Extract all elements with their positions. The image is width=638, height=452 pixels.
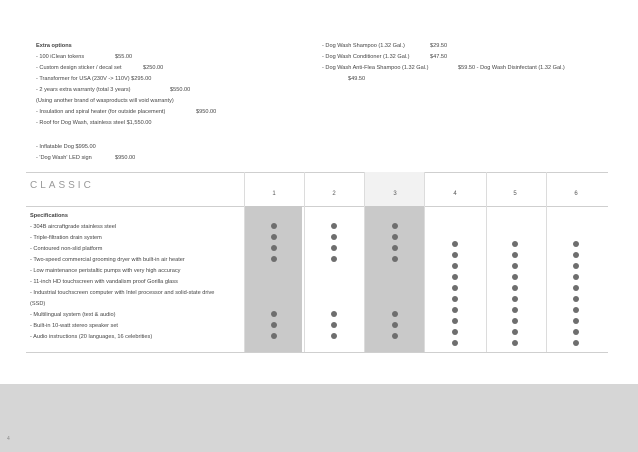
column-divider xyxy=(424,172,425,352)
availability-dot xyxy=(392,256,398,262)
column-header-5: 5 xyxy=(513,191,517,197)
table-bottom-rule xyxy=(26,352,608,353)
specs-title: Specifications xyxy=(30,213,68,219)
header-shade-3 xyxy=(364,172,424,206)
availability-dot xyxy=(331,223,337,229)
spec-row: (SSD) xyxy=(30,301,46,307)
extras-right-price: $29.50 xyxy=(430,43,448,49)
column-header-6: 6 xyxy=(574,191,578,197)
availability-dot xyxy=(331,311,337,317)
table-top-rule xyxy=(26,172,608,173)
availability-dot xyxy=(271,256,277,262)
availability-dot xyxy=(452,263,458,269)
extras-item-label: - Insulation and spiral heater (for outside placement) xyxy=(36,109,166,115)
spec-row: - Triple-filtration drain system xyxy=(30,235,102,241)
availability-dot xyxy=(331,322,337,328)
availability-dot xyxy=(573,274,579,280)
availability-dot xyxy=(573,285,579,291)
availability-dot xyxy=(452,296,458,302)
availability-dot xyxy=(573,252,579,258)
availability-dot xyxy=(392,333,398,339)
extras-item-label: - Custom design sticker / decal set xyxy=(36,65,122,71)
extras-item-label: - 'Dog Wash' LED sign xyxy=(36,155,92,161)
column-divider xyxy=(304,172,305,352)
availability-dot xyxy=(452,329,458,335)
availability-dot xyxy=(271,311,277,317)
extras-right-price: $49.50 xyxy=(348,76,366,82)
extras-right-label: - Dog Wash Shampoo (1.32 Gal.) xyxy=(322,43,405,49)
page-number: 4 xyxy=(7,436,10,442)
availability-dot xyxy=(512,340,518,346)
table-title: CLASSIC xyxy=(30,180,94,191)
spec-row: - 304B aircraftgrade stainless steel xyxy=(30,224,117,230)
header-bottom-rule xyxy=(26,206,608,207)
extras-item-price: $550.00 xyxy=(170,87,191,93)
extras-item-price: $55.00 xyxy=(115,54,133,60)
spec-row: - Low maintenance peristaltic pumps with very high accuracy xyxy=(30,268,181,274)
availability-dot xyxy=(452,252,458,258)
availability-dot xyxy=(512,252,518,258)
column-header-2: 2 xyxy=(332,191,336,197)
availability-dot xyxy=(573,296,579,302)
column-divider xyxy=(486,172,487,352)
availability-dot xyxy=(271,333,277,339)
column-divider xyxy=(244,172,245,352)
extras-right-label: - Dog Wash Conditioner (1.32 Gal.) xyxy=(322,54,410,60)
availability-dot xyxy=(331,234,337,240)
extras-item-label: - 2 years extra warranty (total 3 years) xyxy=(36,87,131,93)
footer-band xyxy=(0,384,638,452)
extras-right-price: $47.50 xyxy=(430,54,448,60)
column-header-1: 1 xyxy=(272,191,276,197)
availability-dot xyxy=(271,322,277,328)
extras-item-label: - Inflatable Dog $995.00 xyxy=(36,144,96,150)
availability-dot xyxy=(452,285,458,291)
extras-item-price: $950.00 xyxy=(196,109,217,115)
availability-dot xyxy=(512,285,518,291)
availability-dot xyxy=(452,307,458,313)
extras-right-label: - Dog Wash Anti-Flea Shampoo (1.32 Gal.) xyxy=(322,65,429,71)
availability-dot xyxy=(331,333,337,339)
availability-dot xyxy=(573,329,579,335)
availability-dot xyxy=(452,274,458,280)
availability-dot xyxy=(512,307,518,313)
availability-dot xyxy=(271,223,277,229)
availability-dot xyxy=(573,340,579,346)
spec-row: - Built-in 10-watt stereo speaker set xyxy=(30,323,118,329)
availability-dot xyxy=(392,245,398,251)
spec-row: - 11-inch HD touchscreen with vandalism proof Gorilla glass xyxy=(30,279,178,285)
column-divider xyxy=(546,172,547,352)
availability-dot xyxy=(331,245,337,251)
availability-dot xyxy=(392,322,398,328)
extras-item-label: - 100 iClean tokens xyxy=(36,54,85,60)
availability-dot xyxy=(512,296,518,302)
availability-dot xyxy=(392,223,398,229)
availability-dot xyxy=(573,241,579,247)
availability-dot xyxy=(331,256,337,262)
availability-dot xyxy=(512,241,518,247)
availability-dot xyxy=(573,318,579,324)
spec-row: - Multilingual system (text & audio) xyxy=(30,312,116,318)
availability-dot xyxy=(573,263,579,269)
availability-dot xyxy=(573,307,579,313)
availability-dot xyxy=(271,245,277,251)
spec-row: - Audio instructions (20 languages, 16 celebrities) xyxy=(30,334,153,340)
column-divider xyxy=(364,172,365,352)
availability-dot xyxy=(392,311,398,317)
extras-item-label: - Transformer for USA (230V -> 110V) $295.00 xyxy=(36,76,152,82)
availability-dot xyxy=(512,274,518,280)
availability-dot xyxy=(512,263,518,269)
availability-dot xyxy=(512,329,518,335)
extras-right-price: $59.50 - Dog Wash Disinfectant (1.32 Gal.) xyxy=(458,65,565,71)
spec-row: - Contoured non-slid platform xyxy=(30,246,103,252)
availability-dot xyxy=(452,241,458,247)
column-header-3: 3 xyxy=(393,191,397,197)
availability-dot xyxy=(271,234,277,240)
extras-item-label: - Roof for Dog Wash, stainless steel $1,550.00 xyxy=(36,120,152,126)
availability-dot xyxy=(512,318,518,324)
column-header-4: 4 xyxy=(453,191,457,197)
extras-item-price: $250.00 xyxy=(143,65,164,71)
extras-item-label: (Using another brand of wasproducts will void warranty) xyxy=(36,98,174,104)
availability-dot xyxy=(392,234,398,240)
spec-row: - Industrial touchscreen computer with Intel processor and solid-state drive xyxy=(30,290,215,296)
extras-title: Extra options xyxy=(36,43,72,49)
availability-dot xyxy=(452,340,458,346)
availability-dot xyxy=(452,318,458,324)
spec-row: - Two-speed commercial grooming dryer with built-in air heater xyxy=(30,257,185,263)
extras-item-price: $950.00 xyxy=(115,155,136,161)
